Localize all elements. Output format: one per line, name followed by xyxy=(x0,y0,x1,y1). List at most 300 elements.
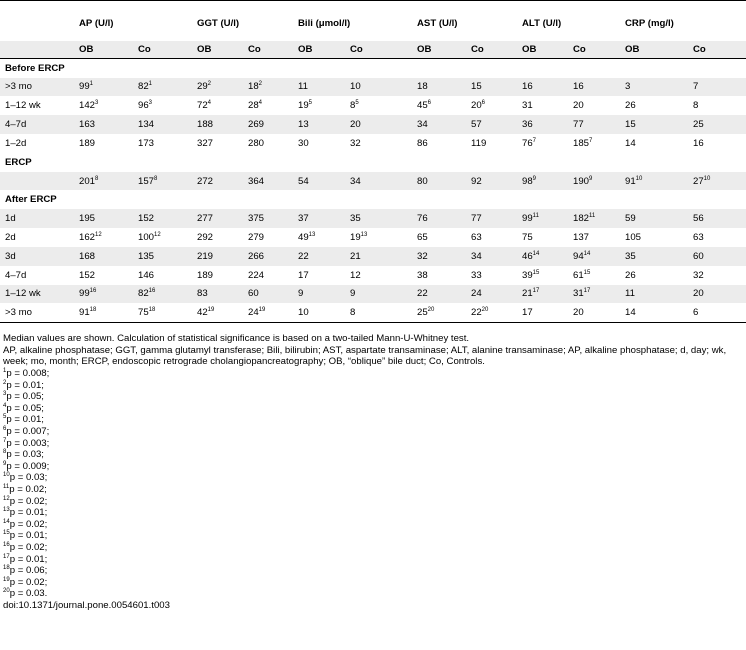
table-cell xyxy=(466,96,517,115)
cell-value: 152 xyxy=(138,212,155,224)
footnote-marker: 4 xyxy=(207,100,212,107)
p-value-text: p = 0.02; xyxy=(9,576,48,588)
p-value-text: p = 0.01; xyxy=(6,379,44,391)
section-title: ERCP xyxy=(5,156,32,168)
cell-value: 157 xyxy=(138,175,155,187)
cell-value: 20 xyxy=(573,307,584,319)
p-value-footnote xyxy=(3,438,746,450)
cell-value: 8 xyxy=(350,100,356,112)
p-value-text: p = 0.01; xyxy=(9,553,48,565)
cell-value: 28 xyxy=(248,100,259,112)
table-cell xyxy=(517,78,568,97)
p-value-text: p = 0.01; xyxy=(6,414,44,426)
cell-value: 37 xyxy=(298,212,309,224)
table-cell xyxy=(192,78,243,97)
footnote-marker: 11 xyxy=(532,212,539,219)
table-cell xyxy=(293,115,345,134)
cell-value: 119 xyxy=(471,138,487,150)
table-cell xyxy=(243,78,293,97)
table-cell xyxy=(688,78,746,97)
table-cell xyxy=(293,96,345,115)
footnote-number: 20 xyxy=(3,588,10,595)
subheader-ob: OB xyxy=(517,41,568,59)
row-label: 2d xyxy=(5,231,16,243)
table-cell xyxy=(466,266,517,285)
p-value-footnote xyxy=(3,496,746,508)
cell-value: 6 xyxy=(693,307,699,319)
footnote-marker: 18 xyxy=(148,307,156,314)
cell-value: 19 xyxy=(298,100,309,112)
cell-value: 63 xyxy=(693,231,704,243)
cell-value: 98 xyxy=(522,175,533,187)
footnote-marker: 1 xyxy=(89,81,94,88)
section-title: After ERCP xyxy=(5,194,57,206)
cell-value: 272 xyxy=(197,175,214,187)
cell-value: 20 xyxy=(471,100,482,112)
cell-value: 100 xyxy=(138,231,155,243)
cell-value: 266 xyxy=(248,250,265,262)
table-row xyxy=(0,134,746,153)
doi-note: doi:10.1371/journal.pone.0054601.t003 xyxy=(3,599,170,611)
table-cell xyxy=(74,303,133,322)
table-row xyxy=(0,266,746,285)
cell-value: 18 xyxy=(248,81,259,93)
table-cell xyxy=(688,115,746,134)
cell-value: 34 xyxy=(417,119,428,131)
table-cell xyxy=(568,303,620,322)
footnote-marker: 7 xyxy=(532,137,537,144)
footnote-marker: 6 xyxy=(481,100,486,107)
p-value-text: p = 0.03; xyxy=(6,449,44,461)
table-cell xyxy=(568,78,620,97)
cell-value: 162 xyxy=(79,231,96,243)
table-cell xyxy=(688,134,746,153)
cell-value: 16 xyxy=(522,81,533,93)
footnote-marker: 20 xyxy=(481,307,489,314)
table-cell xyxy=(192,285,243,304)
cell-value: 34 xyxy=(471,250,482,262)
table-cell xyxy=(466,209,517,228)
cell-value: 22 xyxy=(298,250,309,262)
table-cell xyxy=(517,209,568,228)
footnote-marker: 3 xyxy=(148,100,153,107)
footnote-marker: 8 xyxy=(154,175,158,182)
p-value-footnote xyxy=(3,461,746,473)
table-cell xyxy=(412,303,466,322)
cell-value: 49 xyxy=(298,231,309,243)
cell-value: 137 xyxy=(573,231,590,243)
cell-value: 31 xyxy=(522,100,533,112)
table-cell xyxy=(293,209,345,228)
cell-value: 142 xyxy=(79,100,96,112)
cell-value: 96 xyxy=(138,100,149,112)
table-cell xyxy=(345,303,412,322)
table-cell xyxy=(412,209,466,228)
subheader-co: Co xyxy=(243,41,293,59)
group-header-crp: CRP (mg/l) xyxy=(625,18,674,29)
p-value-footnote xyxy=(3,472,746,484)
table-cell xyxy=(133,285,192,304)
table-row xyxy=(0,228,746,247)
cell-value: 80 xyxy=(417,175,428,187)
cell-value: 277 xyxy=(197,212,214,224)
p-value-text: p = 0.02; xyxy=(9,495,48,507)
footnote-number: 10 xyxy=(3,472,10,479)
table-cell xyxy=(620,285,688,304)
table-cell xyxy=(133,266,192,285)
table-cell xyxy=(243,247,293,266)
table-cell xyxy=(466,285,517,304)
p-value-text: p = 0.01; xyxy=(9,530,48,542)
p-value-footnote xyxy=(3,414,746,426)
footnote-number: 12 xyxy=(3,495,10,502)
p-value-text: p = 0.03. xyxy=(9,588,48,600)
table-cell xyxy=(568,134,620,153)
table-cell xyxy=(345,115,412,134)
table-cell xyxy=(568,247,620,266)
footnote-number: 3 xyxy=(3,391,7,398)
footnote-marker: 18 xyxy=(89,307,97,314)
cell-value: 280 xyxy=(248,138,265,150)
table-row xyxy=(0,303,746,322)
cell-value: 190 xyxy=(573,175,590,187)
row-label: 1d xyxy=(0,209,74,228)
p-value-footnote xyxy=(3,588,746,600)
table-cell xyxy=(568,115,620,134)
table-cell xyxy=(517,266,568,285)
table-cell xyxy=(412,96,466,115)
table-cell xyxy=(133,134,192,153)
table-cell xyxy=(620,172,688,191)
cell-value: 82 xyxy=(138,81,149,93)
table-cell xyxy=(74,228,133,247)
section-header-row xyxy=(0,190,746,209)
cell-value: 83 xyxy=(197,288,208,300)
subheader-ob: OB xyxy=(412,41,466,59)
p-value-text: p = 0.02; xyxy=(9,541,48,553)
group-header-ap: AP (U/l) xyxy=(79,18,114,29)
cell-value: 17 xyxy=(522,307,533,319)
cell-value: 31 xyxy=(573,288,584,300)
table-cell xyxy=(688,228,746,247)
table-cell xyxy=(517,303,568,322)
cell-value: 201 xyxy=(79,175,96,187)
cell-value: 24 xyxy=(471,288,482,300)
table-cell xyxy=(243,134,293,153)
row-label: 3d xyxy=(0,247,74,266)
table-cell xyxy=(192,228,243,247)
table-cell xyxy=(517,134,568,153)
p-value-footnote xyxy=(3,519,746,531)
row-label: >3 mo xyxy=(0,78,74,97)
row-label: 4–7d xyxy=(0,115,74,134)
footnote-marker: 20 xyxy=(427,307,435,314)
cell-value: 11 xyxy=(625,288,635,300)
footnote-number: 13 xyxy=(3,507,10,514)
cell-value: 34 xyxy=(350,175,361,187)
table-cell xyxy=(192,209,243,228)
cell-value: 364 xyxy=(248,175,265,187)
cell-value: 35 xyxy=(350,212,361,224)
table-cell xyxy=(133,96,192,115)
table-cell xyxy=(466,247,517,266)
cell-value: 86 xyxy=(417,138,428,150)
cell-value: 32 xyxy=(350,138,361,150)
cell-value: 292 xyxy=(197,231,214,243)
cell-value: 61 xyxy=(573,269,584,281)
subheader-co: Co xyxy=(466,41,517,59)
section-title: Before ERCP xyxy=(5,62,65,74)
footnote-marker: 17 xyxy=(532,288,540,295)
cell-value: 14 xyxy=(625,307,636,319)
table-cell xyxy=(620,78,688,97)
cell-value: 36 xyxy=(522,119,533,131)
table-cell xyxy=(74,247,133,266)
cell-value: 35 xyxy=(625,250,636,262)
row-label: >3 mo xyxy=(0,303,74,322)
footnote-number: 9 xyxy=(3,460,7,467)
top-rule xyxy=(0,1,746,13)
p-value-text: p = 0.009; xyxy=(6,460,50,472)
footnote-marker: 6 xyxy=(427,100,432,107)
table-row xyxy=(0,78,746,97)
cell-value: 152 xyxy=(79,269,96,281)
stub-subheader xyxy=(0,41,74,59)
cell-value: 11 xyxy=(298,81,308,93)
table-cell xyxy=(74,266,133,285)
subheader-ob: OB xyxy=(293,41,345,59)
p-value-footnote xyxy=(3,542,746,554)
cell-value: 91 xyxy=(625,175,636,187)
footnote-marker: 19 xyxy=(258,307,266,314)
cell-value: 75 xyxy=(138,307,149,319)
table-cell xyxy=(345,209,412,228)
stub-header xyxy=(0,12,74,41)
cell-value: 16 xyxy=(693,138,704,150)
table-cell xyxy=(345,172,412,191)
table-cell xyxy=(192,96,243,115)
cell-value: 27 xyxy=(693,175,704,187)
cell-value: 168 xyxy=(79,250,96,262)
cell-value: 39 xyxy=(522,269,533,281)
cell-value: 185 xyxy=(573,138,590,150)
table-cell xyxy=(74,78,133,97)
footnote-marker: 7 xyxy=(589,137,593,144)
footnote-marker: 1 xyxy=(148,81,153,88)
row-label: 1–2d xyxy=(5,138,27,150)
table-cell xyxy=(466,228,517,247)
table-cell xyxy=(517,285,568,304)
p-value-list xyxy=(3,368,746,600)
footnote-number: 14 xyxy=(3,518,10,525)
cell-value: 99 xyxy=(79,288,90,300)
table-cell xyxy=(133,247,192,266)
table-cell xyxy=(345,228,412,247)
p-value-text: p = 0.02; xyxy=(9,484,47,496)
cell-value: 38 xyxy=(417,269,428,281)
table-cell xyxy=(688,266,746,285)
cell-value: 72 xyxy=(197,100,208,112)
cell-value: 9 xyxy=(350,288,356,300)
footnote-marker: 12 xyxy=(95,231,102,238)
cell-value: 219 xyxy=(197,250,214,262)
table-cell xyxy=(192,134,243,153)
p-value-footnote xyxy=(3,554,746,566)
footnote-number: 18 xyxy=(3,564,10,571)
table-row xyxy=(0,285,746,304)
median-note: Median values are shown. Calculation of statistical significance is based on a two-tailed Mann-U-Whitney test. xyxy=(3,333,470,345)
footnote-number: 8 xyxy=(3,449,7,456)
cell-value: 8 xyxy=(693,100,699,112)
table-cell xyxy=(412,247,466,266)
table-row xyxy=(0,115,746,134)
cell-value: 146 xyxy=(138,269,155,281)
table-cell xyxy=(688,96,746,115)
cell-value: 57 xyxy=(471,119,482,131)
table-cell xyxy=(517,172,568,191)
table-cell xyxy=(412,228,466,247)
table-cell xyxy=(466,303,517,322)
table-cell xyxy=(133,115,192,134)
cell-value: 15 xyxy=(471,81,482,93)
table-cell xyxy=(293,78,345,97)
table-row xyxy=(0,172,746,191)
cell-value: 10 xyxy=(298,307,309,319)
table-cell xyxy=(568,172,620,191)
table-cell xyxy=(412,172,466,191)
group-header-ggt: GGT (U/l) xyxy=(197,18,240,29)
p-value-footnote xyxy=(3,577,746,589)
cell-value: 24 xyxy=(248,307,259,319)
cell-value: 32 xyxy=(417,250,428,262)
footnote-number: 4 xyxy=(3,402,7,409)
table-cell xyxy=(412,266,466,285)
p-value-footnote xyxy=(3,426,746,438)
table-cell xyxy=(243,209,293,228)
p-value-footnote xyxy=(3,565,746,577)
footnote-marker: 15 xyxy=(532,269,540,276)
cell-value: 63 xyxy=(471,231,482,243)
cell-value: 77 xyxy=(573,119,584,131)
table-cell xyxy=(688,303,746,322)
p-value-footnote xyxy=(3,403,746,415)
footnote-marker: 14 xyxy=(532,250,540,257)
p-value-footnote xyxy=(3,380,746,392)
table-cell xyxy=(293,285,345,304)
footnote-marker: 10 xyxy=(635,175,643,182)
table-footnotes xyxy=(0,323,746,611)
footnote-marker: 2 xyxy=(207,81,212,88)
cell-value: 189 xyxy=(197,269,214,281)
p-value-footnote xyxy=(3,484,746,496)
footnote-marker: 17 xyxy=(583,288,591,295)
footnote-number: 1 xyxy=(3,367,7,374)
p-value-footnote xyxy=(3,507,746,519)
table-cell xyxy=(293,172,345,191)
footnote-number: 7 xyxy=(3,437,7,444)
footnote-marker: 10 xyxy=(703,175,711,182)
footnote-marker: 9 xyxy=(589,175,593,182)
footnote-number: 19 xyxy=(3,576,10,583)
table-cell xyxy=(412,115,466,134)
footnote-marker: 13 xyxy=(308,231,316,238)
cell-value: 99 xyxy=(522,212,533,224)
table-cell xyxy=(345,285,412,304)
cell-value: 22 xyxy=(471,307,482,319)
cell-value: 10 xyxy=(350,81,361,93)
p-value-text: p = 0.01; xyxy=(9,507,48,519)
cell-value: 56 xyxy=(693,212,704,224)
table-cell xyxy=(293,266,345,285)
table-cell xyxy=(466,115,517,134)
cell-value: 105 xyxy=(625,231,642,243)
table-cell xyxy=(243,266,293,285)
footnote-marker: 5 xyxy=(308,100,313,107)
table-cell xyxy=(345,134,412,153)
table-cell xyxy=(345,96,412,115)
cell-value: 375 xyxy=(248,212,265,224)
cell-value: 60 xyxy=(248,288,259,300)
p-value-text: p = 0.008; xyxy=(6,368,50,380)
cell-value: 13 xyxy=(298,119,309,131)
p-value-text: p = 0.06; xyxy=(9,565,48,577)
footnote-number: 11 xyxy=(3,483,10,490)
table-cell xyxy=(688,209,746,228)
p-value-footnote xyxy=(3,368,746,380)
cell-value: 60 xyxy=(693,250,704,262)
subheader-co: Co xyxy=(688,41,746,59)
table-cell xyxy=(243,172,293,191)
table-cell xyxy=(568,96,620,115)
group-header-row xyxy=(0,12,746,41)
table-cell xyxy=(412,285,466,304)
table-cell xyxy=(568,228,620,247)
cell-value: 29 xyxy=(197,81,208,93)
subheader-ob: OB xyxy=(620,41,688,59)
table-cell xyxy=(192,303,243,322)
cell-value: 45 xyxy=(417,100,428,112)
footnote-number: 15 xyxy=(3,530,10,537)
table-cell xyxy=(568,285,620,304)
footnote-marker: 9 xyxy=(532,175,537,182)
footnote-marker: 8 xyxy=(95,175,99,182)
table-cell xyxy=(345,266,412,285)
table-cell xyxy=(293,303,345,322)
cell-value: 3 xyxy=(625,81,631,93)
subheader-ob: OB xyxy=(74,41,133,59)
table-cell xyxy=(620,266,688,285)
footnote-marker: 12 xyxy=(154,231,161,238)
footnote-number: 16 xyxy=(3,541,10,548)
table-cell xyxy=(192,115,243,134)
cell-value: 26 xyxy=(625,100,636,112)
table-cell xyxy=(517,115,568,134)
table-cell xyxy=(243,115,293,134)
cell-value: 76 xyxy=(522,138,533,150)
table-cell xyxy=(466,134,517,153)
cell-value: 163 xyxy=(79,119,96,131)
cell-value: 279 xyxy=(248,231,265,243)
p-value-text: p = 0.007; xyxy=(6,426,50,438)
section-header-row xyxy=(0,153,746,172)
cell-value: 182 xyxy=(573,212,590,224)
table-cell xyxy=(620,209,688,228)
table-cell xyxy=(293,228,345,247)
cell-value: 134 xyxy=(138,119,155,131)
cell-value: 14 xyxy=(625,138,636,150)
table-cell xyxy=(74,172,133,191)
table-cell xyxy=(74,209,133,228)
